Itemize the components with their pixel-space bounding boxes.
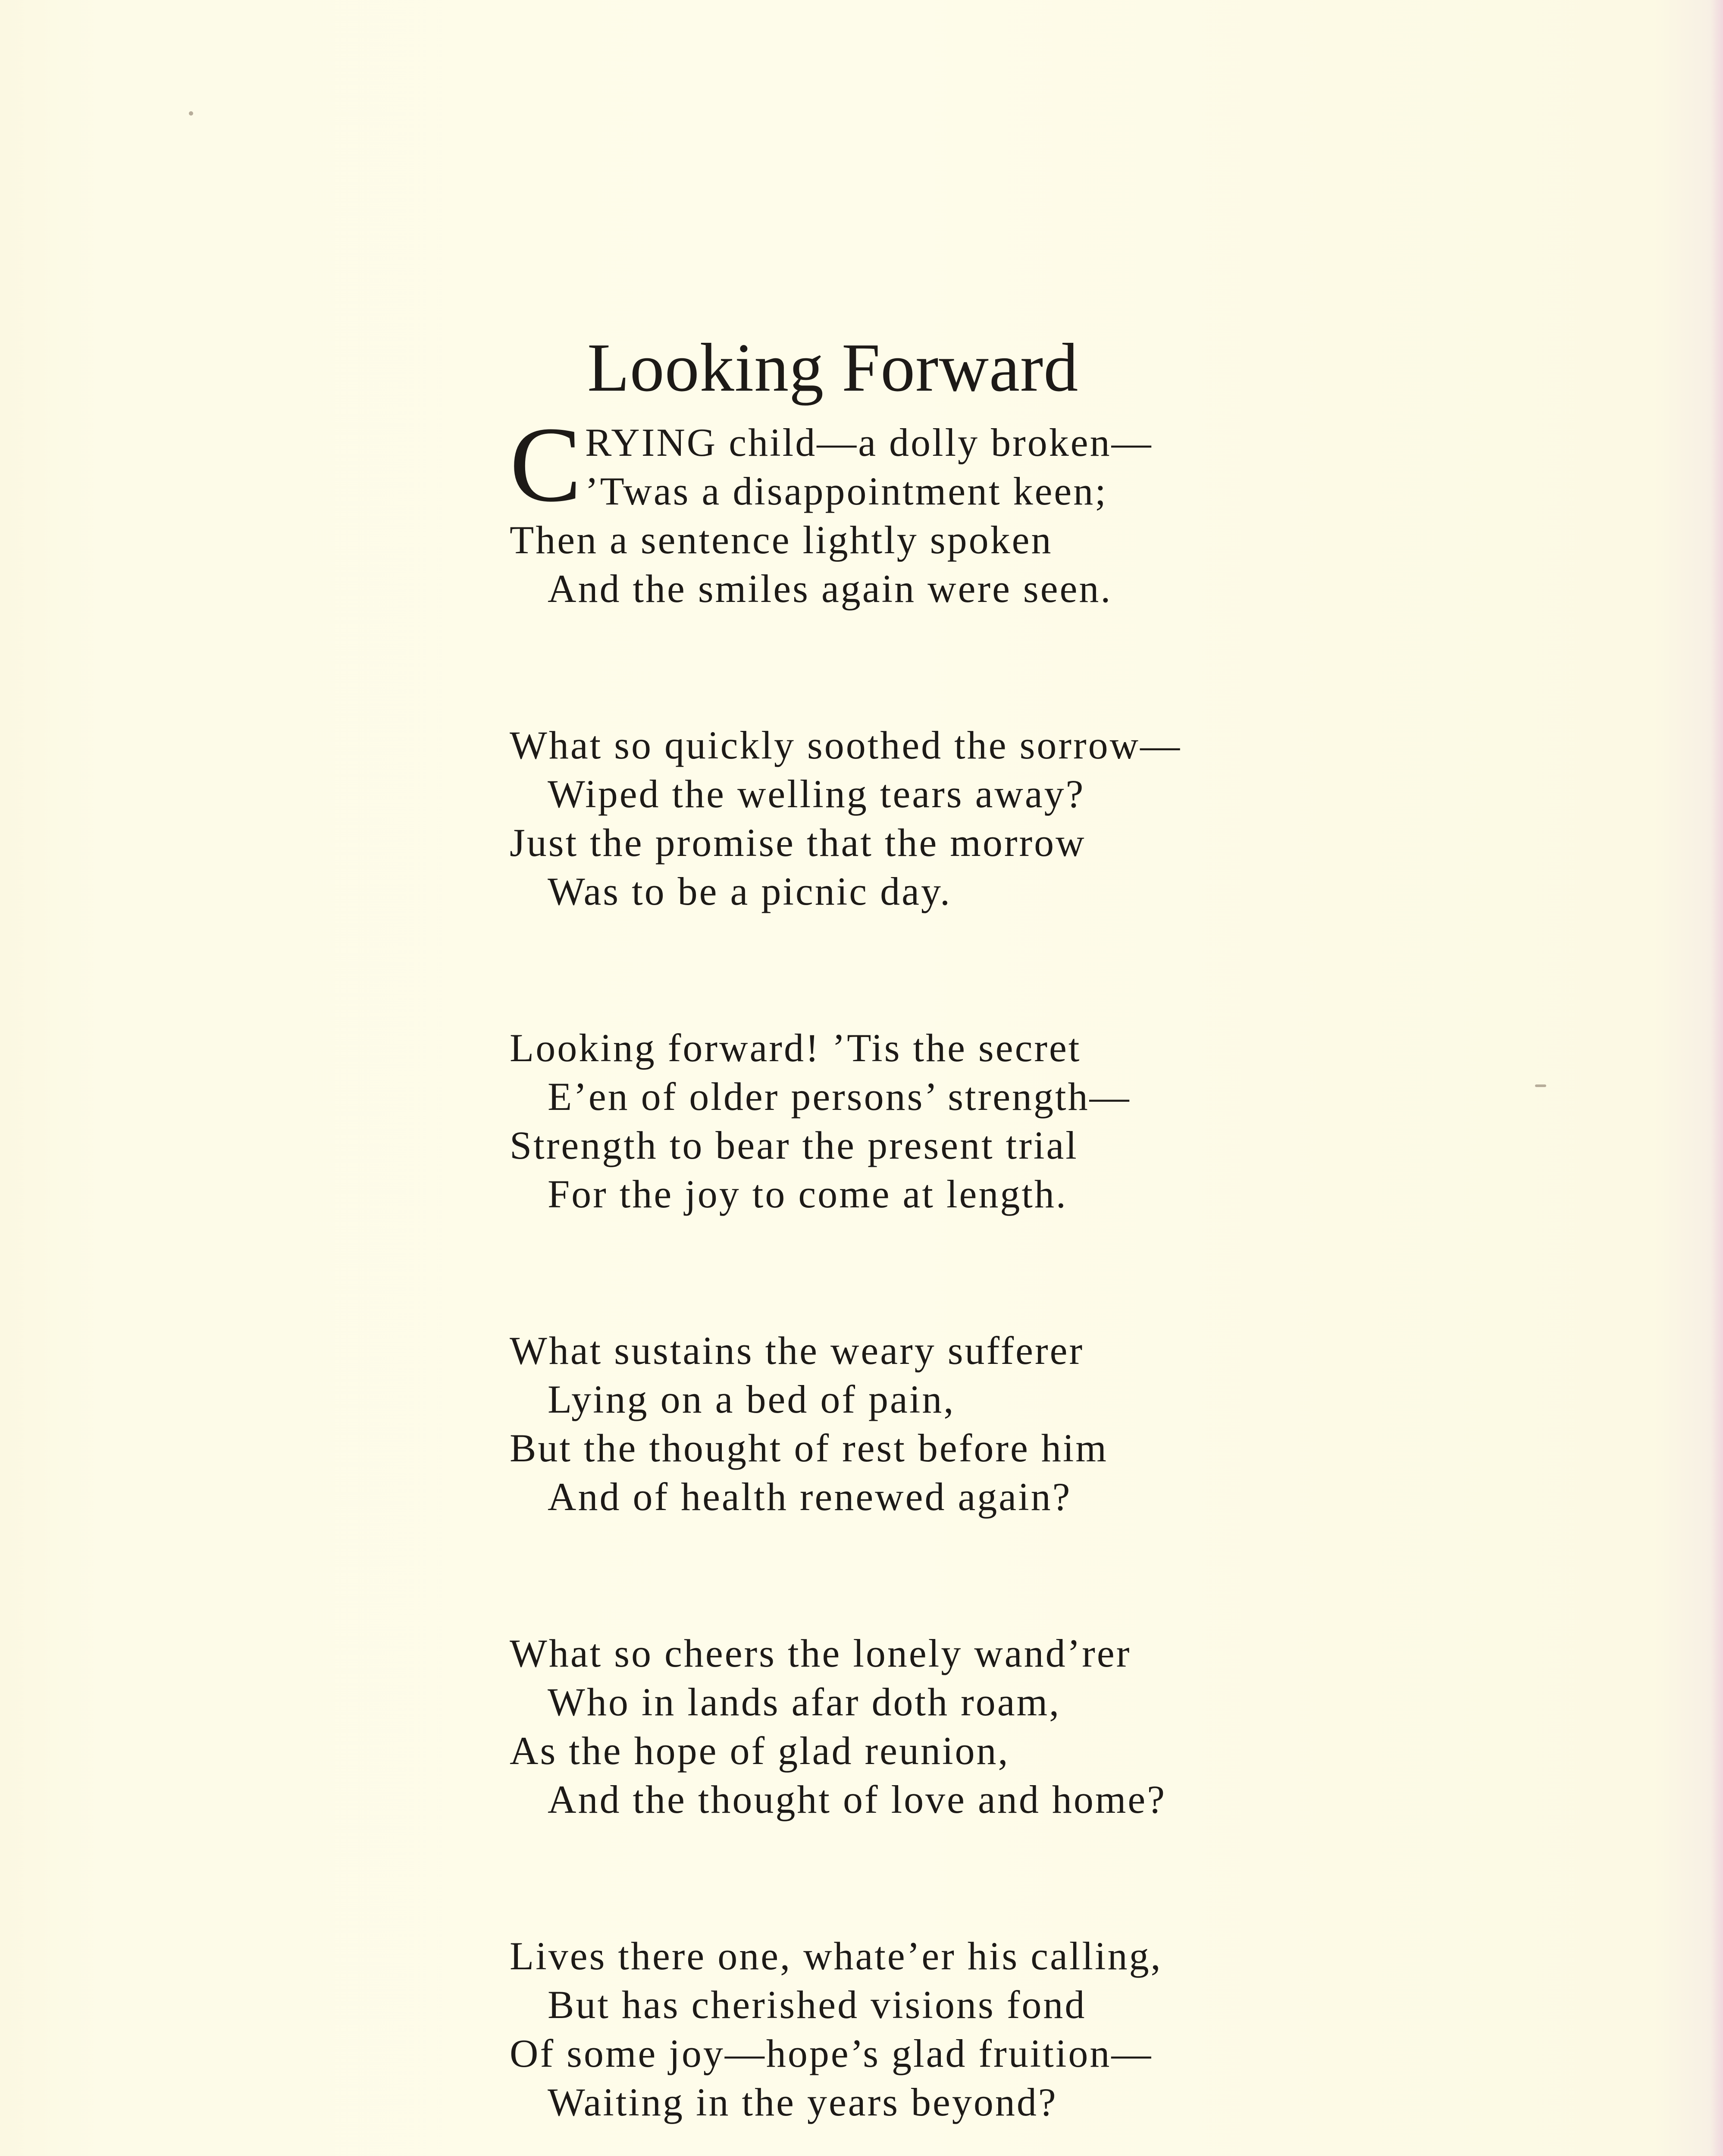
poem-line-text: RYING child—a dolly broken— (585, 420, 1153, 464)
poem-line: Lying on a bed of pain, (548, 1377, 955, 1421)
poem-line: What sustains the weary sufferer (510, 1329, 1084, 1373)
drop-cap: C (510, 405, 582, 524)
poem-line: Lives there one, whate’er his calling, (510, 1934, 1162, 1978)
poem-line: And the smiles again were seen. (548, 567, 1112, 611)
paper-speck (1535, 1084, 1546, 1087)
page-edge (1710, 0, 1723, 2156)
poem-line: Wiped the welling tears away? (548, 772, 1085, 816)
poem-line: Strength to bear the present trial (510, 1123, 1078, 1167)
poem-line: And the thought of love and home? (548, 1777, 1167, 1821)
stanza (510, 1629, 1181, 1824)
poem-line: What so cheers the lonely wand’rer (510, 1631, 1131, 1675)
poem-line: For the joy to come at length. (548, 1172, 1068, 1216)
poem-line: Of some joy—hope’s glad fruition— (510, 2031, 1153, 2075)
poem-line: Who in lands afar doth roam, (548, 1680, 1061, 1724)
stanza (510, 1326, 1181, 1521)
stanza (510, 405, 1181, 613)
poem-line: ’Twas a disappointment keen; (585, 469, 1108, 513)
poem-line: But has cherished visions fond (548, 1983, 1087, 2027)
poem-line: And of health renewed again? (548, 1475, 1072, 1519)
poem-line: Just the promise that the morrow (510, 821, 1086, 865)
poem-line: Looking forward! ’Tis the secret (510, 1026, 1081, 1070)
poem-line: Waiting in the years beyond? (548, 2080, 1058, 2124)
poem-title: Looking Forward (587, 329, 1079, 406)
stanza (510, 1932, 1181, 2127)
poem-line: As the hope of glad reunion, (510, 1729, 1010, 1773)
poem-line: What so quickly soothed the sorrow— (510, 723, 1182, 767)
poem-line: Then a sentence lightly spoken (510, 518, 1053, 562)
poem-line: Was to be a picnic day. (548, 869, 952, 913)
paper-speck (189, 111, 193, 116)
poem-line: E’en of older persons’ strength— (548, 1075, 1131, 1119)
stanza (510, 721, 1181, 916)
poem-body (510, 405, 1182, 2156)
stanza (510, 1024, 1181, 1219)
poem-line: But the thought of rest before him (510, 1426, 1108, 1470)
